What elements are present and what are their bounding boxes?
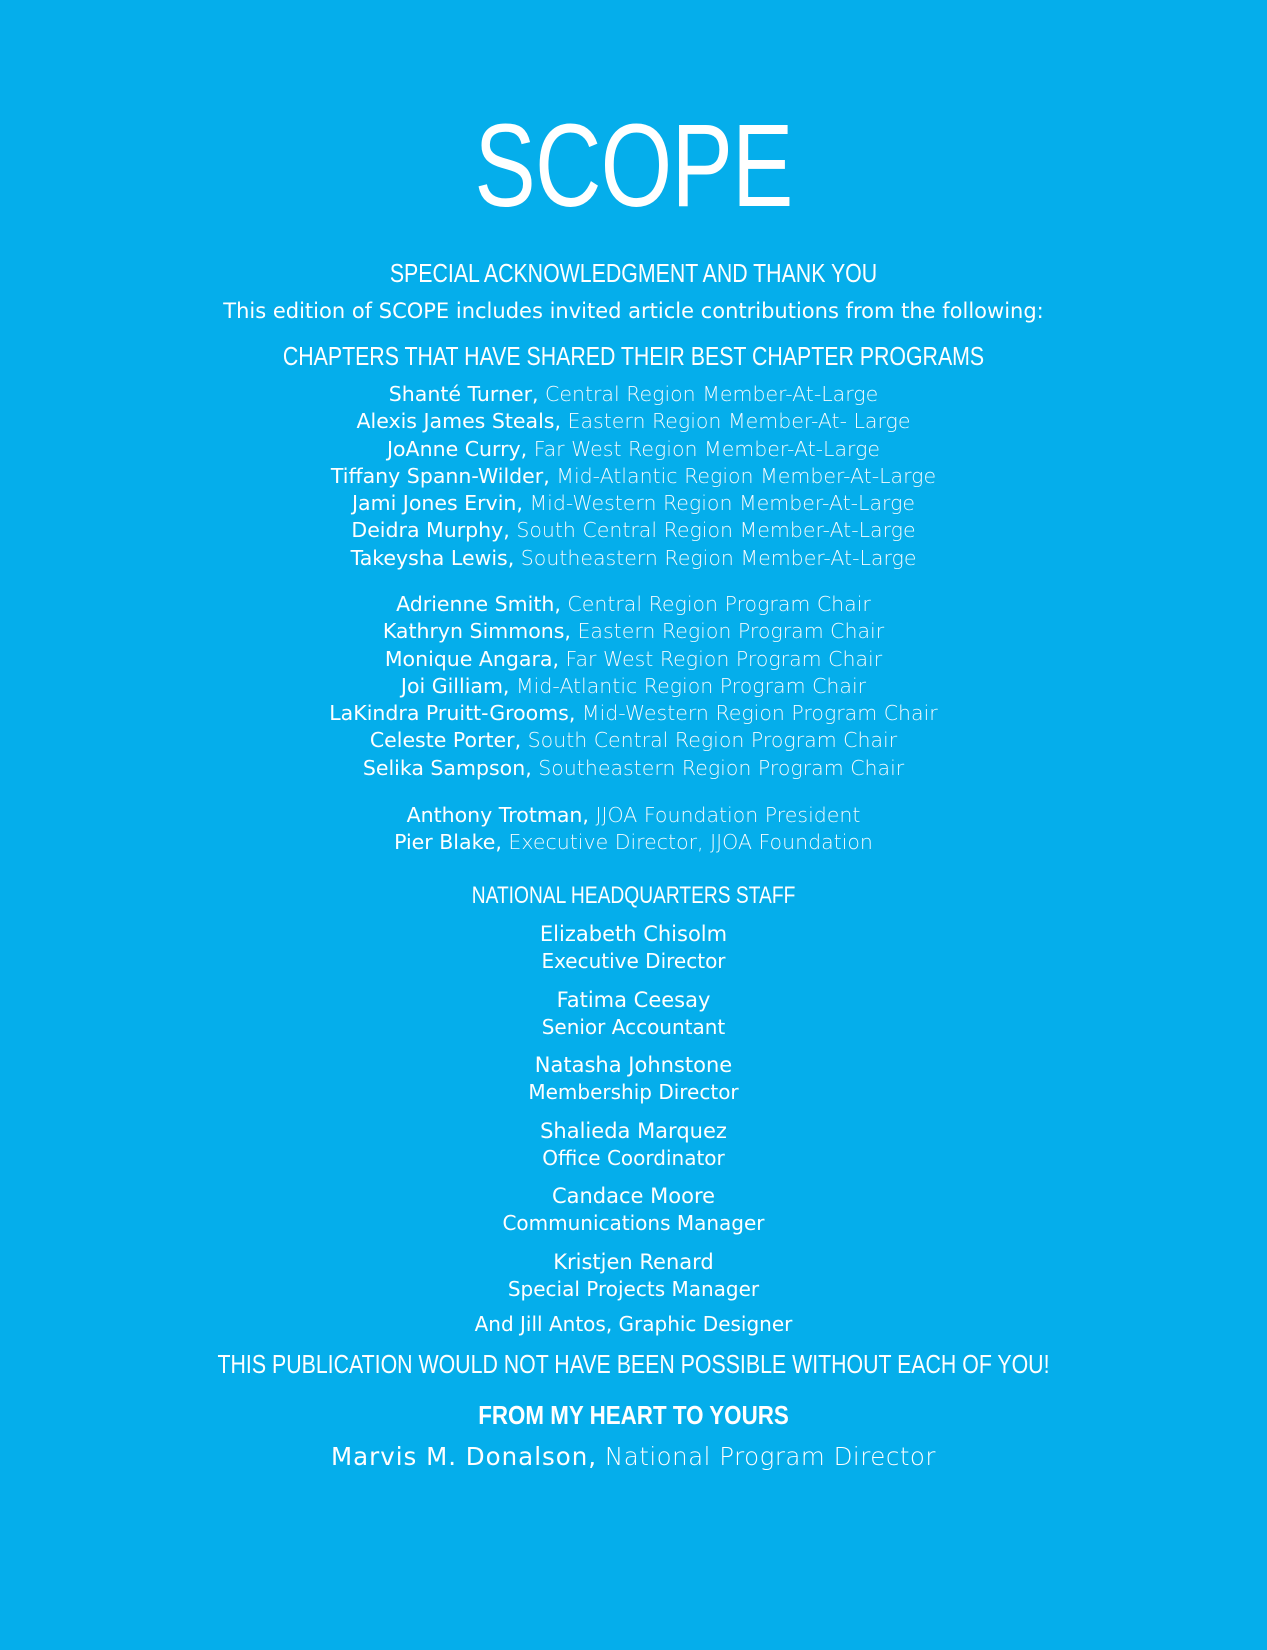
credit-line [0, 463, 1267, 490]
credit-name: Jami Jones Ervin, [352, 491, 523, 516]
staff-entry [0, 986, 1267, 1052]
credit-role: Mid-Western Region Member-At-Large [529, 491, 915, 516]
staff-name: Fatima Ceesay [556, 987, 711, 1012]
credit-line [0, 802, 1267, 829]
staff-role: Senior Accountant [541, 1014, 726, 1039]
signature [0, 1441, 1267, 1473]
closing-statement: THIS PUBLICATION WOULD NOT HAVE BEEN POSSIBLE WITHOUT EACH OF YOU! [217, 1349, 1050, 1379]
staff-name: Elizabeth Chisolm [539, 922, 728, 946]
credit-name: Tiffany Spann-Wilder, [330, 463, 550, 488]
staff-name: Candace Moore [551, 1184, 716, 1208]
credit-name: Selika Sampson, [362, 755, 532, 780]
foundation-list [0, 802, 1267, 857]
staff-role: Office Coordinator [542, 1145, 725, 1170]
staff-name: Natasha Johnstone [534, 1053, 733, 1077]
credit-line [0, 755, 1267, 782]
credit-line [0, 545, 1267, 572]
credit-line [0, 591, 1267, 618]
chapters-heading: CHAPTERS THAT HAVE SHARED THEIR BEST CHAPTER PROGRAMS [282, 341, 985, 371]
credit-line [0, 381, 1267, 408]
credit-name: LaKindra Pruitt-Grooms, [329, 701, 576, 726]
credit-line [0, 618, 1267, 645]
credit-name: Monique Angara, [384, 646, 559, 671]
credit-name: Anthony Trotman, [406, 803, 589, 827]
credit-line [0, 646, 1267, 673]
staff-name: Kristjen Renard [553, 1249, 714, 1274]
credit-role: South Central Region Program Chair [527, 728, 898, 753]
credit-line [0, 727, 1267, 754]
staff-role: Communications Manager [502, 1211, 765, 1235]
credit-name: Kathryn Simmons, [382, 619, 571, 644]
credit-role: Executive Director, JJOA Foundation [508, 830, 873, 855]
credit-role: JJOA Foundation President [595, 803, 861, 827]
staff-entry [0, 920, 1267, 986]
credit-role: Mid-Western Region Program Chair [581, 701, 938, 726]
staff-role: Membership Director [528, 1080, 739, 1104]
staff-name: Shalieda Marquez [540, 1118, 727, 1143]
designer-credit: And Jill Antos, Graphic Designer [474, 1312, 793, 1336]
members-at-large-list [0, 381, 1267, 572]
staff-entry [0, 1117, 1267, 1183]
credit-role: Far West Region Program Chair [565, 646, 883, 671]
signature-name: Marvis M. Donalson, [331, 1442, 598, 1471]
credit-name: Shanté Turner, [388, 382, 539, 406]
credit-line [0, 700, 1267, 727]
credit-line [0, 490, 1267, 517]
credit-name: JoAnne Curry, [386, 436, 528, 461]
staff-role: Special Projects Manager [507, 1276, 760, 1301]
staff-list [0, 920, 1267, 1313]
staff-entry [0, 1248, 1267, 1314]
credit-role: South Central Region Member-At-Large [516, 518, 916, 543]
credit-name: Joi Gilliam, [400, 673, 510, 698]
page-title: SCOPE [474, 100, 793, 232]
heart-line: FROM MY HEART TO YOURS [478, 1400, 789, 1430]
credit-line [0, 829, 1267, 856]
credit-role: Southeastern Region Program Chair [538, 755, 905, 780]
credit-role: Southeastern Region Member-At-Large [520, 545, 917, 570]
credit-role: Central Region Member-At-Large [545, 382, 879, 406]
credit-role: Eastern Region Member-At- Large [567, 409, 911, 434]
credit-line [0, 408, 1267, 435]
acknowledgment-heading: SPECIAL ACKNOWLEDGMENT AND THANK YOU [389, 258, 878, 288]
credit-name: Takeysha Lewis, [350, 545, 515, 570]
intro-text: This edition of SCOPE includes invited article contributions from the following: [223, 299, 1044, 323]
credit-name: Deidra Murphy, [351, 518, 510, 543]
staff-heading: NATIONAL HEADQUARTERS STAFF [471, 882, 796, 909]
credit-name: Alexis James Steals, [356, 409, 561, 434]
staff-entry [0, 1051, 1267, 1117]
credit-role: Central Region Program Chair [567, 592, 871, 616]
signature-role: National Program Director [604, 1442, 936, 1471]
credit-role: Eastern Region Program Chair [577, 619, 885, 644]
staff-entry [0, 1182, 1267, 1248]
staff-role: Executive Director [541, 949, 726, 973]
credit-name: Celeste Porter, [369, 728, 522, 753]
credit-role: Far West Region Member-At-Large [533, 436, 881, 461]
credit-role: Mid-Atlantic Region Member-At-Large [556, 463, 937, 488]
credit-line [0, 673, 1267, 700]
credit-line [0, 436, 1267, 463]
program-chairs-list [0, 591, 1267, 782]
credit-name: Adrienne Smith, [396, 592, 561, 616]
credit-role: Mid-Atlantic Region Program Chair [515, 673, 867, 698]
credit-name: Pier Blake, [394, 830, 502, 855]
credit-line [0, 517, 1267, 544]
